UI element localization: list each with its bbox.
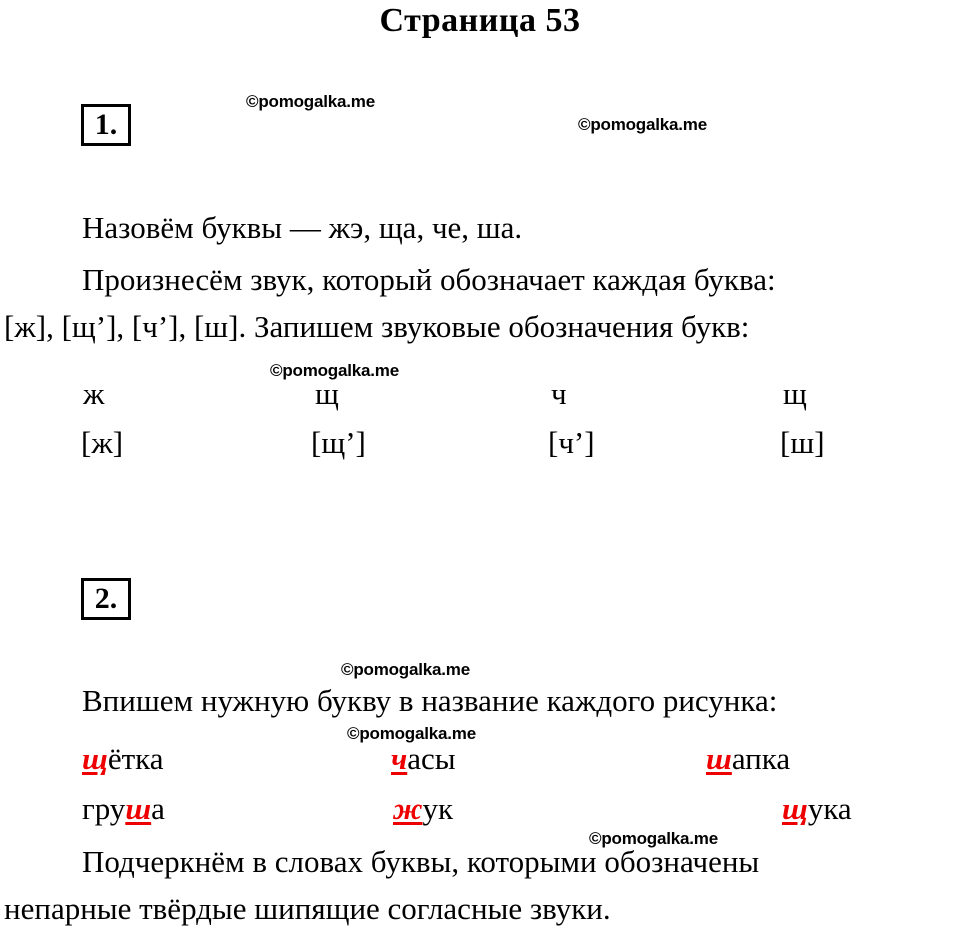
sound-cell-2: [щ’] bbox=[311, 425, 366, 460]
letter-cell-3: ч bbox=[551, 376, 567, 411]
answer-word-6 bbox=[782, 791, 852, 827]
word-highlight-letter: ш bbox=[125, 791, 152, 826]
word-rest: асы bbox=[407, 741, 456, 776]
watermark-1: ©pomogalka.me bbox=[246, 92, 375, 111]
exercise-2-intro-line: Впишем нужную букву в название каждого рисунка: bbox=[82, 683, 778, 718]
word-rest: ука bbox=[807, 791, 852, 826]
exercise-1-line-2: Произнесём звук, который обозначает каждая буква: bbox=[82, 262, 776, 297]
word-rest: а bbox=[151, 791, 165, 826]
word-rest: апка bbox=[731, 741, 791, 776]
sound-cell-1: [ж] bbox=[81, 425, 124, 460]
word-rest: ётка bbox=[107, 741, 164, 776]
letter-cell-2: щ bbox=[315, 376, 339, 411]
exercise-1-line-1: Назовём буквы — жэ, ща, че, ша. bbox=[82, 210, 523, 245]
exercise-1-line-3: [ж], [щ’], [ч’], [ш]. Запишем звуковые обозначения букв: bbox=[4, 309, 750, 344]
word-highlight-letter: щ bbox=[82, 741, 108, 776]
word-prefix: гру bbox=[82, 791, 126, 826]
answer-word-1 bbox=[82, 741, 164, 777]
sound-cell-3: [ч’] bbox=[548, 425, 595, 460]
word-rest: ук bbox=[422, 791, 454, 826]
watermark-6: ©pomogalka.me bbox=[589, 829, 718, 848]
watermark-3: ©pomogalka.me bbox=[270, 361, 399, 380]
exercise-2-closing-line-1: Подчеркнём в словах буквы, которыми обозначены bbox=[82, 844, 760, 879]
exercise-2-closing-line-2: непарные твёрдые шипящие согласные звуки. bbox=[4, 891, 611, 926]
word-highlight-letter: ш bbox=[706, 741, 732, 776]
letter-cell-1: ж bbox=[83, 376, 105, 411]
answer-word-4 bbox=[82, 791, 165, 827]
watermark-4: ©pomogalka.me bbox=[341, 660, 470, 679]
word-highlight-letter: щ bbox=[782, 791, 808, 826]
word-highlight-letter: ч bbox=[391, 741, 408, 776]
exercise-2-number-box: 2. bbox=[81, 578, 131, 620]
watermark-5: ©pomogalka.me bbox=[347, 724, 476, 743]
answer-word-3 bbox=[706, 741, 790, 777]
sound-cell-4: [ш] bbox=[780, 425, 825, 460]
page-title: Страница 53 bbox=[379, 2, 581, 39]
word-highlight-letter: ж bbox=[393, 791, 423, 826]
watermark-2: ©pomogalka.me bbox=[578, 115, 707, 134]
letter-cell-4: щ bbox=[783, 376, 807, 411]
answer-word-5 bbox=[393, 791, 453, 827]
answer-word-2 bbox=[391, 741, 456, 777]
exercise-1-number-box: 1. bbox=[81, 104, 131, 146]
